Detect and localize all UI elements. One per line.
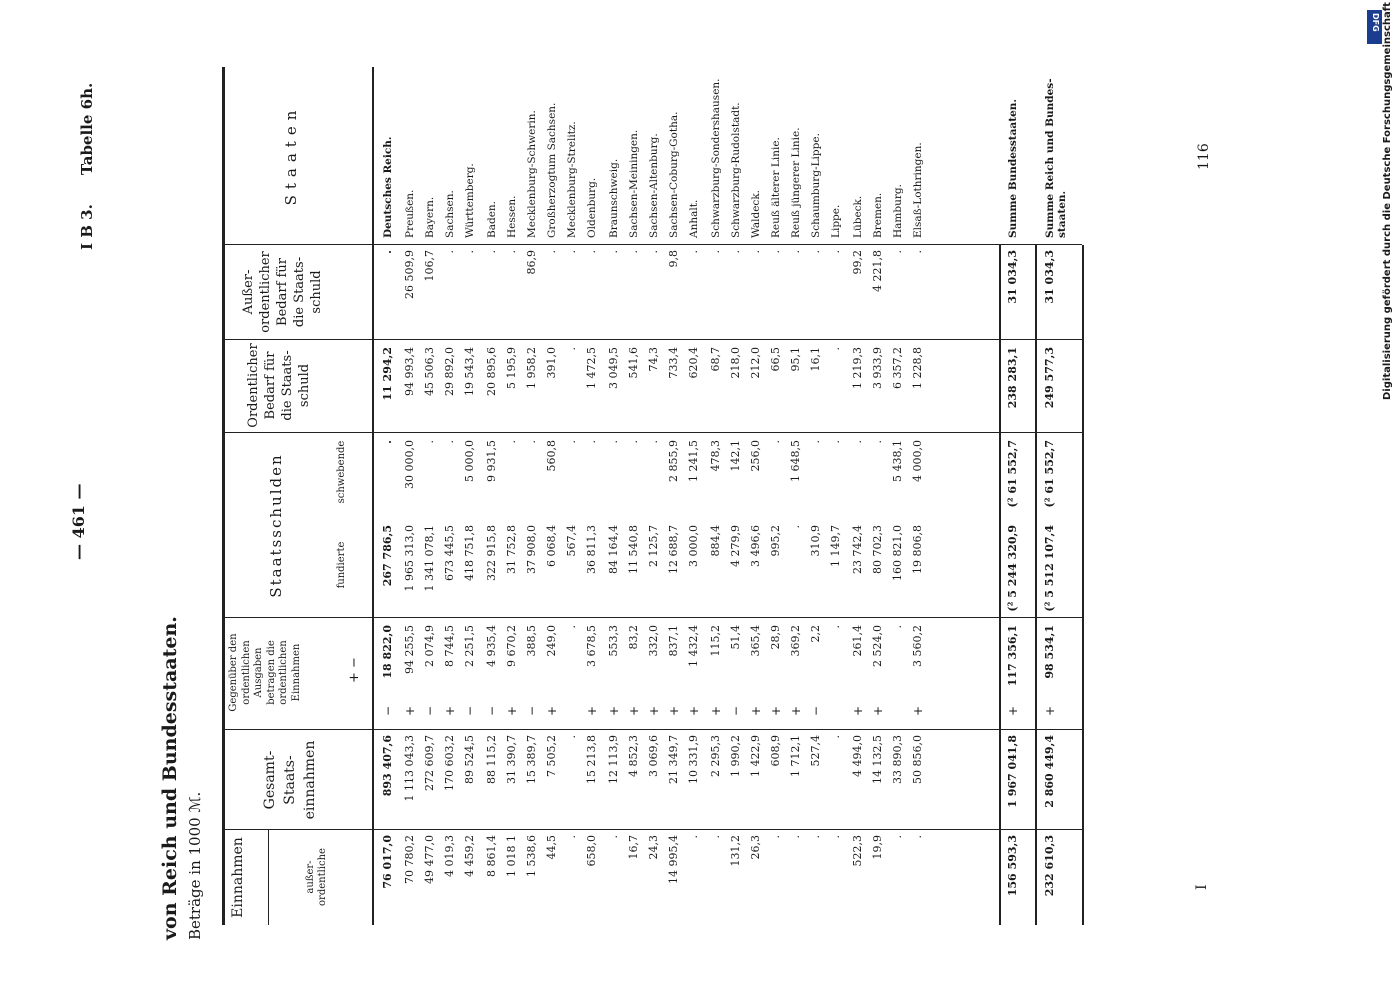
sign-marker: + [769, 705, 783, 717]
col-gesamt-value: 527,4 [809, 735, 822, 767]
state-name: Württemberg. [464, 163, 476, 238]
col-ord-bedarf-value: 1 228,8 [911, 347, 924, 389]
state-name: Schwarzburg-Sondershausen. [710, 78, 722, 238]
col-auss-bedarf-value: 26 509,9 [403, 250, 416, 299]
col-ausserordentliche-value: 16,7 [627, 835, 640, 860]
col-schwebende-value: (² 61 552,7 [1043, 440, 1056, 508]
col-differenz-value: 261,4 [851, 625, 864, 657]
header-staatsschulden: Staatsschulden [267, 453, 285, 598]
col-ausserordentliche-value: 522,3 [851, 835, 864, 867]
margin-page-number: 116 [1196, 143, 1212, 170]
table-bottom-rule [1082, 245, 1084, 925]
header-ord-bedarf: Ordentlicher Bedarf für die Staats-schuld [246, 343, 312, 428]
col-gesamt-value: 170 603,2 [443, 735, 456, 791]
col-fundierte-value: 673 445,5 [443, 525, 456, 581]
col-auss-bedarf-value: . [565, 250, 578, 254]
col-ord-bedarf-value: 3 933,9 [871, 347, 884, 389]
col-schwebende-value: (² 61 552,7 [1006, 440, 1019, 508]
state-name: Bremen. [872, 192, 884, 238]
header-auss-bedarf: Außer-ordentlicher Bedarf für die Staats-schuld [241, 251, 324, 333]
state-name: Großherzogtum Sachsen. [546, 102, 558, 238]
col-schwebende-value: 5 438,1 [891, 440, 904, 482]
col-schwebende-value: . [565, 440, 578, 444]
col-fundierte-value: 1 341 078,1 [423, 525, 436, 592]
col-differenz-value: 249,0 [545, 625, 558, 657]
col-auss-bedarf-value: 4 221,8 [871, 250, 884, 292]
sign-marker: + [871, 705, 885, 717]
col-auss-bedarf-value: . [585, 250, 598, 254]
col-schwebende-value: 5 000,0 [463, 440, 476, 482]
col-differenz-value: 98 534,1 [1043, 625, 1056, 679]
col-ord-bedarf-value: 1 472,5 [585, 347, 598, 389]
col-schwebende-value: 560,8 [545, 440, 558, 472]
col-differenz-value: 94 255,5 [403, 625, 416, 674]
col-differenz-value: 2,2 [809, 625, 822, 643]
col-ausserordentliche-value: 24,3 [647, 835, 660, 860]
col-ausserordentliche-value: . [911, 835, 924, 839]
col-auss-bedarf-value: 31 034,3 [1006, 250, 1019, 304]
col-auss-bedarf-value: 99,2 [851, 250, 864, 275]
col-fundierte-value: . [789, 525, 802, 529]
table-title: von Reich und Bundesstaaten. [159, 616, 181, 940]
state-name: Reuß jüngerer Linie. [790, 127, 802, 238]
col-schwebende-value: 256,0 [749, 440, 762, 472]
header-gesamt: Gesamt-Staats-einnahmen [262, 740, 318, 820]
state-name: Schaumburg-Lippe. [810, 133, 822, 238]
col-ord-bedarf-value: 19 543,4 [463, 347, 476, 396]
state-name: Hamburg. [892, 184, 904, 238]
dfg-logo: DFG [1367, 10, 1382, 44]
table-subtitle: Beträge in 1000 ℳ. [186, 791, 204, 940]
col-auss-bedarf-value: . [647, 250, 660, 254]
col-schwebende-value: . [647, 440, 660, 444]
col-ausserordentliche-value: . [687, 835, 700, 839]
col-auss-bedarf-value: . [545, 250, 558, 254]
col-ausserordentliche-value: 1 538,6 [525, 835, 538, 877]
col-auss-bedarf-value: . [749, 250, 762, 254]
header-staaten: Staaten [282, 104, 300, 206]
col-schwebende-value: . [829, 440, 842, 444]
col-ord-bedarf-value: 249 577,3 [1043, 347, 1056, 409]
sign-marker: + [911, 705, 925, 717]
col-fundierte-value: 310,9 [809, 525, 822, 557]
col-ausserordentliche-value: 49 477,0 [423, 835, 436, 884]
col-ord-bedarf-value: 45 506,3 [423, 347, 436, 396]
col-differenz-value: . [891, 625, 904, 629]
col-fundierte-value: 37 908,0 [525, 525, 538, 574]
col-auss-bedarf-value: . [505, 250, 518, 254]
einnahmen-subrule [268, 830, 269, 925]
state-name: Reuß älterer Linie. [770, 137, 782, 238]
col-ausserordentliche-value: 156 593,3 [1006, 835, 1019, 897]
sum-rule-1 [999, 245, 1001, 925]
state-name: Oldenburg. [586, 177, 598, 238]
state-name: Braunschweig. [608, 158, 620, 238]
col-differenz-value: 18 822,0 [381, 625, 394, 679]
col-auss-bedarf-value: . [381, 250, 394, 254]
col-ausserordentliche-value: 4 019,3 [443, 835, 456, 877]
col-ausserordentliche-value: . [565, 835, 578, 839]
col-schwebende-value: 30 000,0 [403, 440, 416, 489]
col-auss-bedarf-value: 31 034,3 [1043, 250, 1056, 304]
col-gesamt-value: 1 113 043,3 [403, 735, 416, 802]
col-differenz-value: 2 251,5 [463, 625, 476, 667]
col-fundierte-value: 11 540,8 [627, 525, 640, 574]
col-ausserordentliche-value: . [809, 835, 822, 839]
sign-marker: + [505, 705, 519, 717]
col-ord-bedarf-value: 95,1 [789, 347, 802, 372]
sign-marker: − [463, 705, 477, 717]
col-differenz-value: . [829, 625, 842, 629]
page-number: — 461 — [69, 483, 88, 560]
col-differenz-value: 28,9 [769, 625, 782, 650]
state-name: Preußen. [404, 189, 416, 238]
col-auss-bedarf-value: 106,7 [423, 250, 436, 282]
col-fundierte-value: 3 000,0 [687, 525, 700, 567]
table-id: Tabelle 6h. [78, 82, 96, 175]
col-gesamt-value: 272 609,7 [423, 735, 436, 791]
col-gesamt-value: 88 115,2 [485, 735, 498, 784]
col-ord-bedarf-value: 541,6 [627, 347, 640, 379]
col-ord-bedarf-value: 68,7 [709, 347, 722, 372]
state-name: Summe Reich und Bundes-staaten. [1044, 78, 1068, 238]
col-ord-bedarf-value: 733,4 [667, 347, 680, 379]
col-ausserordentliche-value: 26,3 [749, 835, 762, 860]
col-ord-bedarf-value: 1 219,3 [851, 347, 864, 389]
col-ausserordentliche-value: 232 610,3 [1043, 835, 1056, 897]
col-gesamt-value: 4 494,0 [851, 735, 864, 777]
col-fundierte-value: (² 5 244 320,9 [1006, 525, 1019, 612]
sign-marker: + [667, 705, 681, 717]
col-auss-bedarf-value: . [769, 250, 782, 254]
state-name: Elsaß-Lothringen. [912, 142, 924, 238]
col-gesamt-value: 31 390,7 [505, 735, 518, 784]
col-auss-bedarf-value: . [443, 250, 456, 254]
col-differenz-value: 2 074,9 [423, 625, 436, 667]
col-auss-bedarf-value: . [829, 250, 842, 254]
col-differenz-value: 369,2 [789, 625, 802, 657]
col-ausserordentliche-value: . [891, 835, 904, 839]
col-schwebende-value: . [851, 440, 864, 444]
col-schwebende-value: 4 000,0 [911, 440, 924, 482]
sum-rule-2 [1035, 245, 1037, 925]
corner-mark: I [1194, 884, 1210, 890]
col-ord-bedarf-value: 94 993,4 [403, 347, 416, 396]
col-fundierte-value: 80 702,3 [871, 525, 884, 574]
col-divider-6 [225, 244, 1082, 245]
col-ausserordentliche-value: 19,9 [871, 835, 884, 860]
col-gesamt-value: 1 422,9 [749, 735, 762, 777]
state-name: Sachsen. [444, 190, 456, 238]
sign-marker: − [485, 705, 499, 717]
col-ausserordentliche-value: . [607, 835, 620, 839]
table-top-rule [222, 67, 225, 925]
state-name: Mecklenburg-Strelitz. [566, 121, 578, 238]
col-ausserordentliche-value: 14 995,4 [667, 835, 680, 884]
sign-marker: + [687, 705, 701, 717]
state-name: Bayern. [424, 196, 436, 238]
col-fundierte-value: 19 806,8 [911, 525, 924, 574]
sign-marker: + [545, 705, 559, 717]
sign-marker: + [403, 705, 417, 717]
col-fundierte-value: 4 279,9 [729, 525, 742, 567]
col-differenz-value: 837,1 [667, 625, 680, 657]
sign-marker: + [1006, 705, 1020, 717]
col-ausserordentliche-value: 8 861,4 [485, 835, 498, 877]
col-gesamt-value: 1 712,1 [789, 735, 802, 777]
col-schwebende-value: . [607, 440, 620, 444]
col-schwebende-value: 478,3 [709, 440, 722, 472]
col-ord-bedarf-value: 11 294,2 [381, 347, 394, 401]
col-ord-bedarf-value: 391,0 [545, 347, 558, 379]
col-fundierte-value: 160 821,0 [891, 525, 904, 581]
state-name: Sachsen-Altenburg. [648, 133, 660, 238]
state-name: Anhalt. [688, 199, 700, 238]
col-gesamt-value: 7 505,2 [545, 735, 558, 777]
sign-marker: − [381, 705, 395, 717]
col-fundierte-value: 322 915,8 [485, 525, 498, 581]
col-schwebende-value: 142,1 [729, 440, 742, 472]
col-auss-bedarf-value: . [485, 250, 498, 254]
col-divider-5 [225, 339, 1082, 340]
col-schwebende-value: . [809, 440, 822, 444]
header-rule [372, 67, 374, 925]
col-schwebende-value: . [505, 440, 518, 444]
col-fundierte-value: 2 125,7 [647, 525, 660, 567]
col-differenz-value: 553,3 [607, 625, 620, 657]
state-name: Summe Bundesstaaten. [1007, 98, 1019, 238]
state-name: Mecklenburg-Schwerin. [526, 110, 538, 238]
col-ord-bedarf-value: 3 049,5 [607, 347, 620, 389]
sign-marker: + [749, 705, 763, 717]
col-schwebende-value: 9 931,5 [485, 440, 498, 482]
col-fundierte-value: 36 811,3 [585, 525, 598, 574]
col-schwebende-value: . [381, 440, 394, 444]
col-gesamt-value: 14 132,5 [871, 735, 884, 784]
col-differenz-value: 332,0 [647, 625, 660, 657]
col-auss-bedarf-value: . [607, 250, 620, 254]
col-fundierte-value: 23 742,4 [851, 525, 864, 574]
col-differenz-value: 8 744,5 [443, 625, 456, 667]
col-auss-bedarf-value: 9,8 [667, 250, 680, 268]
col-ausserordentliche-value: . [769, 835, 782, 839]
sign-marker: − [423, 705, 437, 717]
col-fundierte-value: 884,4 [709, 525, 722, 557]
col-ord-bedarf-value: 29 892,0 [443, 347, 456, 396]
col-gesamt-value: 2 860 449,4 [1043, 735, 1056, 808]
col-gesamt-value: 2 295,3 [709, 735, 722, 777]
col-ausserordentliche-value: 76 017,0 [381, 835, 394, 889]
col-auss-bedarf-value: . [729, 250, 742, 254]
col-fundierte-value: 12 688,7 [667, 525, 680, 574]
col-ausserordentliche-value: 658,0 [585, 835, 598, 867]
col-differenz-value: 3 560,2 [911, 625, 924, 667]
col-auss-bedarf-value: . [911, 250, 924, 254]
sign-marker: − [525, 705, 539, 717]
col-gesamt-value: 10 331,9 [687, 735, 700, 784]
col-schwebende-value: . [423, 440, 436, 444]
col-fundierte-value: 84 164,4 [607, 525, 620, 574]
col-schwebende-value: . [871, 440, 884, 444]
header-gegenueber: Gegenüber den ordentlichen Ausgaben betragen die ordentlichen Einnahmen [228, 633, 302, 712]
col-ord-bedarf-value: 1 958,2 [525, 347, 538, 389]
col-differenz-value: 9 670,2 [505, 625, 518, 667]
header-plusminus: + − [347, 657, 362, 683]
col-fundierte-value: 1 965 313,0 [403, 525, 416, 592]
col-gesamt-value: 608,9 [769, 735, 782, 767]
col-schwebende-value: . [769, 440, 782, 444]
sign-marker: + [1043, 705, 1057, 717]
header-einnahmen: Einnahmen [230, 837, 246, 918]
state-name: Schwarzburg-Rudolstadt. [730, 102, 742, 238]
col-divider-3 [225, 617, 1082, 618]
state-name: Hessen. [506, 195, 518, 238]
col-fundierte-value: 3 496,6 [749, 525, 762, 567]
col-auss-bedarf-value: . [463, 250, 476, 254]
col-fundierte-value: 1 149,7 [829, 525, 842, 567]
col-differenz-value: 365,4 [749, 625, 762, 657]
col-ord-bedarf-value: 5 195,9 [505, 347, 518, 389]
col-schwebende-value: . [443, 440, 456, 444]
col-ord-bedarf-value: 218,0 [729, 347, 742, 379]
col-ausserordentliche-value: 4 459,2 [463, 835, 476, 877]
col-ausserordentliche-value: 1 018 1 [505, 835, 518, 877]
col-differenz-value: 83,2 [627, 625, 640, 650]
col-ausserordentliche-value: . [709, 835, 722, 839]
col-auss-bedarf-value: . [809, 250, 822, 254]
col-ausserordentliche-value: . [829, 835, 842, 839]
col-gesamt-value: 21 349,7 [667, 735, 680, 784]
col-auss-bedarf-value: . [687, 250, 700, 254]
col-gesamt-value: 15 213,8 [585, 735, 598, 784]
col-differenz-value: 2 524,0 [871, 625, 884, 667]
col-gesamt-value: 33 890,3 [891, 735, 904, 784]
col-auss-bedarf-value: . [627, 250, 640, 254]
col-ord-bedarf-value: . [829, 347, 842, 351]
col-gesamt-value: 15 389,7 [525, 735, 538, 784]
sign-marker: − [809, 705, 823, 717]
col-ausserordentliche-value: . [789, 835, 802, 839]
col-fundierte-value: (² 5 512 107,4 [1043, 525, 1056, 612]
col-gesamt-value: . [829, 735, 842, 739]
col-ord-bedarf-value: 20 895,6 [485, 347, 498, 396]
sign-marker: + [709, 705, 723, 717]
col-ord-bedarf-value: . [565, 347, 578, 351]
section-code: I B 3. [78, 204, 96, 250]
col-fundierte-value: 6 068,4 [545, 525, 558, 567]
state-name: Lippe. [830, 204, 842, 238]
col-fundierte-value: 31 752,8 [505, 525, 518, 574]
col-gesamt-value: 12 113,9 [607, 735, 620, 784]
col-fundierte-value: 567,4 [565, 525, 578, 557]
sign-marker: + [585, 705, 599, 717]
col-gesamt-value: 1 967 041,8 [1006, 735, 1019, 808]
col-ord-bedarf-value: 620,4 [687, 347, 700, 379]
col-gesamt-value: 893 407,6 [381, 735, 394, 797]
col-fundierte-value: 267 786,5 [381, 525, 394, 587]
col-differenz-value: 388,5 [525, 625, 538, 657]
col-ausserordentliche-value: 44,5 [545, 835, 558, 860]
col-auss-bedarf-value: . [789, 250, 802, 254]
col-schwebende-value: . [585, 440, 598, 444]
col-schwebende-value: . [627, 440, 640, 444]
col-auss-bedarf-value: . [709, 250, 722, 254]
col-ord-bedarf-value: 6 357,2 [891, 347, 904, 389]
dfg-credit [1362, 2, 1393, 990]
col-ord-bedarf-value: 16,1 [809, 347, 822, 372]
col-ausserordentliche-value: 131,2 [729, 835, 742, 867]
col-differenz-value: 51,4 [729, 625, 742, 650]
col-ausserordentliche-value: 70 780,2 [403, 835, 416, 884]
col-differenz-value: 115,2 [709, 625, 722, 657]
col-ord-bedarf-value: 74,3 [647, 347, 660, 372]
sign-marker: + [647, 705, 661, 717]
col-gesamt-value: 50 856,0 [911, 735, 924, 784]
header-fundierte: fundierte [336, 541, 347, 589]
header-schwebende: schwebende [336, 440, 347, 504]
col-gesamt-value: . [565, 735, 578, 739]
header-ausserordentliche: außer-ordentliche [305, 848, 328, 906]
sign-marker: − [729, 705, 743, 717]
col-divider-1 [225, 829, 1082, 830]
col-schwebende-value: 1 241,5 [687, 440, 700, 482]
state-name: Waldeck. [750, 189, 762, 238]
col-fundierte-value: 995,2 [769, 525, 782, 557]
state-name: Baden. [486, 200, 498, 238]
state-name: Lübeck. [852, 195, 864, 238]
col-differenz-value: . [565, 625, 578, 629]
state-name: Sachsen-Coburg-Gotha. [668, 111, 680, 238]
col-differenz-value: 117 356,1 [1006, 625, 1019, 687]
state-name: Sachsen-Meiningen. [628, 129, 640, 238]
col-ord-bedarf-value: 66,5 [769, 347, 782, 372]
col-differenz-value: 4 935,4 [485, 625, 498, 667]
col-differenz-value: 3 678,5 [585, 625, 598, 667]
sign-marker: + [607, 705, 621, 717]
state-name: Deutsches Reich. [382, 136, 394, 238]
col-gesamt-value: 1 990,2 [729, 735, 742, 777]
col-fundierte-value: 418 751,8 [463, 525, 476, 581]
col-gesamt-value: 4 852,3 [627, 735, 640, 777]
col-ord-bedarf-value: 212,0 [749, 347, 762, 379]
col-gesamt-value: 3 069,6 [647, 735, 660, 777]
dfg-credit-text: Digitalisierung gefördert durch die Deutsche Forschungsgemeinschaft [1382, 2, 1393, 400]
sign-marker: + [627, 705, 641, 717]
col-divider-2 [225, 729, 1082, 730]
col-auss-bedarf-value: . [891, 250, 904, 254]
col-schwebende-value: . [525, 440, 538, 444]
sign-marker: + [789, 705, 803, 717]
sign-marker: + [443, 705, 457, 717]
col-schwebende-value: 1 648,5 [789, 440, 802, 482]
col-divider-4 [225, 432, 1082, 433]
sign-marker: + [851, 705, 865, 717]
col-ord-bedarf-value: 238 283,1 [1006, 347, 1019, 409]
col-schwebende-value: 2 855,9 [667, 440, 680, 482]
col-gesamt-value: 89 524,5 [463, 735, 476, 784]
col-auss-bedarf-value: 86,9 [525, 250, 538, 275]
col-differenz-value: 1 432,4 [687, 625, 700, 667]
